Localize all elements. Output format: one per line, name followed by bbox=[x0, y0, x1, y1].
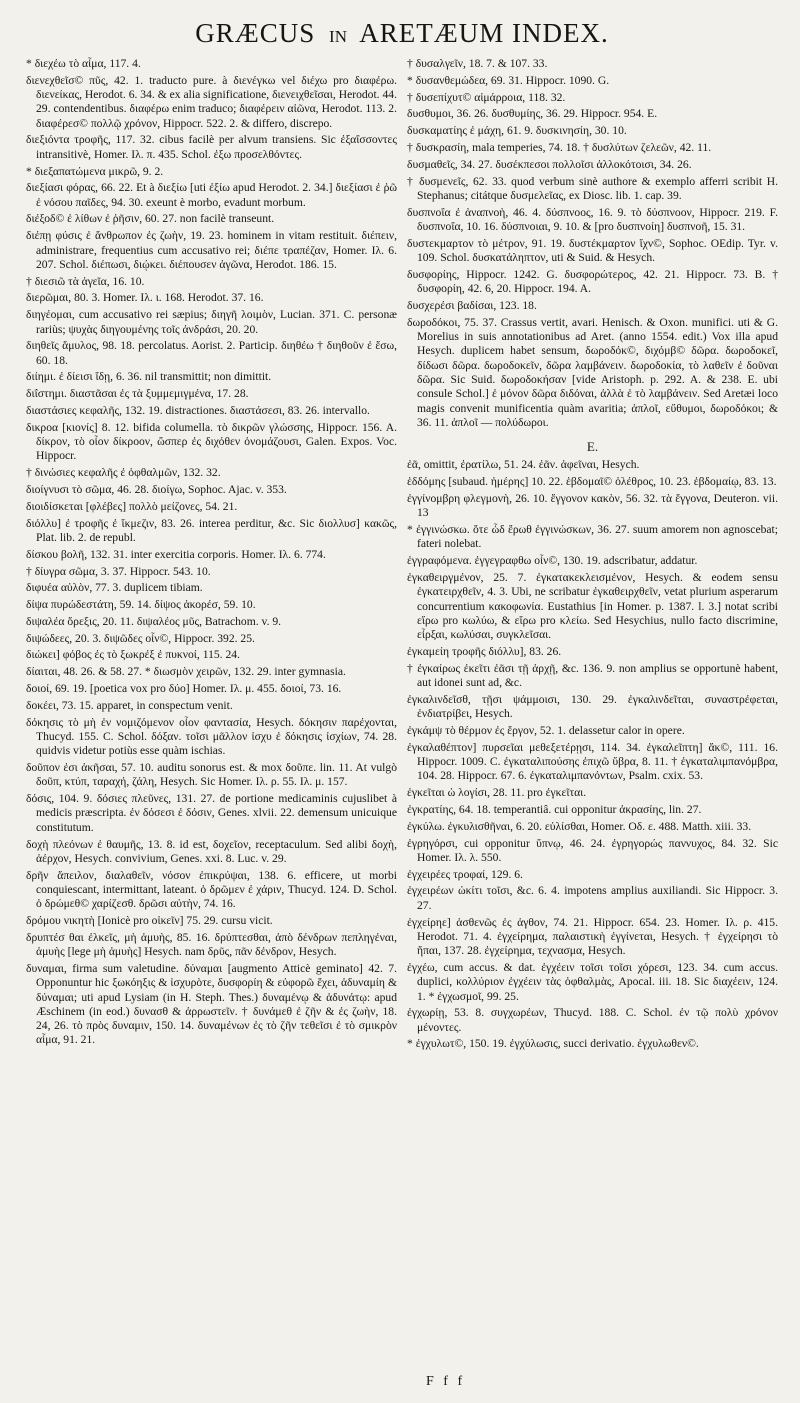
index-entry: δίσκου βολῆ, 132. 31. inter exercitia corporis. Homer. Ιλ. 6. 774. bbox=[26, 547, 326, 561]
index-entry: δίαιται, 48. 26. & 58. 27. * διωσμὸν χειρῶν, 132. 29. inter gymnasia. bbox=[26, 665, 346, 679]
index-entry: διίημι. ἐ δίεισι ἴδῃ, 6. 36. nil transmittit; non dimittit. bbox=[26, 370, 272, 384]
index-entry: δυστεκμαρτον τὸ μέτρον, 91. 19. δυστέκμαρτον ἴχν©, Sophoc. OEdip. Tyr. v. 109. Schol. δυσκατάληπτον, uti & Suid. & Hesych. bbox=[407, 236, 778, 265]
index-entry: * ἐγγινώσκω. ὅτε ὧδ ἔρωθ ἐγγινώσκων, 36. 27. suum amorem non agnoscebat; fateri nolebat. bbox=[407, 523, 778, 551]
header-title-mid: IN bbox=[329, 27, 347, 46]
index-entry: † δυσεπίχυτ© αἱμάρροια, 118. 32. bbox=[407, 90, 566, 104]
index-entry: δωροδόκοι, 75. 37. Crassus vertit, avari. Henisch. & Oxon. munifici. uti & G. Morelius in suis annotationibus ad Aret. (anno 1554. edit.) Vox illa apud Hesych. duplicem habet sensum, δωροδόκ©, διχόμβ© δῶρα. δωροδοκεῖ, δίδωσι δῶρα. δωροδοκεῖν, δῶρα λαμβάνειν. δωροδοκία, τὸ λαθεῖν ἐ δοῦναι δῶρα. Sic Suid. δωροδοκήσαν [vide Aristoph. p. 292. A. & 238. E. ubi consule Schol.] ἐ μόνον δῶρα διδόναι, ἀλλὰ ἐ τὸ λαμβάνειν. Sed Aretæi loco magis convenit munificentia quàm avaritia; ἁπλοῖ, εὔθυμοι, δωροδόκοι; & 36. 11. ἁπλοῖ — πολύδωροι. bbox=[407, 315, 778, 429]
index-entry: δυναμαι, firma sum valetudine. δύναμαι [augmento Atticè geminato] 42. 7. Opponuntur hic ξωκόηξις & ἰσχυρὸτε, δυσφορίη & εὐφορῶ ἔχει, ἀδυναμίη & δύναμαι; uti apud Lysiam (in H. Steph. Thes.) δυναμένῳ & ἀδυνάτῳ: apud Æschinem (in eod.) δυνασθ & ἀρρωστεῖν. † δυνάμεθ ἐ ζῆν & ἐς ζωὴν, 18. 24, 26. τὸ πρὸς δυναμιν, 150. 14. δυναμένων ἐς τὸ ζῆν τεθεῖσι ἐ τὸ σμικρὸν αἷμα, 91. 21. bbox=[26, 961, 397, 1047]
index-entry: διαστάσιες κεφαλῆς, 132. 19. distractiones. διαστάσεσι, 83. 26. intervallo. bbox=[26, 404, 370, 418]
index-entry: δοχὴ πλεόνων ἐ θαυμῆς, 13. 8. id est, δοχεῖον, receptaculum. Sed alibi δοχὴ, ἀέρχον, Hesych. convivium, Genes. xxi. 8. Luc. v. 29. bbox=[26, 837, 397, 865]
index-entry: δοιοί, 69. 19. [poetica vox pro δύο] Homer. Ιλ. μ. 455. δοιοί, 73. 16. bbox=[26, 682, 342, 696]
right-column-d-entries bbox=[407, 57, 778, 430]
index-entry: δρόμου νικητὴ [Ionicè pro οἰκεῖν] 75. 29. cursu vicit. bbox=[26, 914, 273, 928]
index-entry: δυσφορίης, Hippocr. 1242. G. δυσφορώτερος, 42. 21. Hippocr. 73. B. † δυσφορίη, 42. 6, 20. Hippocr. 194. A. bbox=[407, 267, 778, 296]
index-entry: ἐγκαλινδεῖσθ, τῇσι ψάμμοισι, 130. 29. ἐγκαλινδεῖται, συναστρέφεται, ἐνδιατρίβει, Hesych. bbox=[407, 692, 778, 721]
page-header bbox=[26, 18, 778, 49]
index-entry: διοίγνυσι τὸ σῶμα, 46. 28. διοίγω, Sophoc. Ajac. v. 353. bbox=[26, 483, 287, 497]
index-entry: ἐγχέω, cum accus. & dat. ἐγχέειν τοῖσι τοῖσι χόρεσι, 123. 34. cum accus. duplici, κολλύριον ἐγχέειν τὰς ὀφθαλμὰς, Apocal. iii. 18. Sic διαχέειν, 124. 1. * ἐγχωσμοῖ, 99. 25. bbox=[407, 960, 778, 1003]
index-entry: † δινώσιες κεφαλῆς ἐ ὀφθαλμῶν, 132. 32. bbox=[26, 466, 221, 480]
index-entry: ἐγχειρέες τροφαί, 129. 6. bbox=[407, 867, 523, 881]
index-entry: ἐγκρατίης, 64. 18. temperantiâ. cui opponitur ἀκρασίης, lin. 27. bbox=[407, 802, 702, 816]
index-entry: διηγέομαι, cum accusativo rei sæpius; διηγῆ λοιμὸν, Lucian. 371. C. personæ rariùs; ψυχὰς διηγουμένης τοῖς ἀνδράσι, 20. 20. bbox=[26, 308, 397, 336]
index-entry: δικροα [κιονίς] 8. 12. bifida columella. τὸ δικρῶν γλώσσης, Hippocr. 156. A. δίκρον, τὸ οἷον δίκροον, ὥσπερ ἐς διχόθεν ὀνομάζουσι, Galen. Expos. Voc. Hippocr. bbox=[26, 420, 397, 463]
index-entry: * ἐγχυλωτ©, 150. 19. ἐγχύλωσις, succi derivatio. ἐγχυλωθεν©. bbox=[407, 1037, 699, 1051]
left-column bbox=[26, 57, 397, 1054]
index-entry: † δυσαλγεῖν, 18. 7. & 107. 33. bbox=[407, 57, 548, 70]
index-entry: * δυσανθεμώδεα, 69. 31. Hippocr. 1090. G. bbox=[407, 73, 610, 87]
index-entry: ἐγγίνομβρη φλεγμονὴ, 26. 10. ἔγγονον κακὸν, 56. 32. τὰ ἔγγονα, Deuteron. vii. 13 bbox=[407, 492, 778, 520]
index-entry: διηθεῖς ἄμυλος, 98. 18. percolatus. Aorist. 2. Particip. διηθέω † διηθοῦν ἐ ἔσω, 60. 18. bbox=[26, 339, 397, 367]
right-column-e-entries bbox=[407, 458, 778, 1051]
index-entry: διέπῃ φύσις ἐ ἄνθρωπον ἐς ζωὴν, 19. 23. hominem in vitam restituit. διέπειν, administrare, frequentius cum accusativo rei; διέπε τραπέζαν, Homer. Ιλ. 6. 207. Schol. διέπωσι, διῴκει. διέπουσεν ἀγῶνα, Herodot. 186. 15. bbox=[26, 229, 397, 271]
index-entry: διέξοδ© ἐ λίθων ἐ ῥῆσιν, 60. 27. non facilè transeunt. bbox=[26, 212, 275, 226]
index-entry: ἑδδόμης [subaud. ἡμέρης] 10. 22. ἑβδομαῖ© ὀλέθρος, 10. 23. ἑβδομαίῳ, 83. 13. bbox=[407, 475, 777, 489]
index-entry: ἐγκαμείη τροφῆς διόλλυ], 83. 26. bbox=[407, 644, 562, 658]
index-entry: διοιδίσκεται [φλέβες] πολλὸ μείζονες, 54. 21. bbox=[26, 499, 238, 513]
index-entry: διψώδεες, 20. 3. διψῶδες οἶν©, Hippocr. 392. 25. bbox=[26, 631, 255, 645]
index-entry: ἐᾶ, omittit, ἐρατίλω, 51. 24. ἐᾶν. ἀφεῖναι, Hesych. bbox=[407, 458, 640, 472]
index-entry: † ἐγκαίρως ἐκεῖτι ἐᾶσι τῇ ἀρχῇ, &c. 136. 9. non amplius se opportunè habent, aut idonei sunt ad, &c. bbox=[407, 661, 778, 690]
index-entry: ἐγχειρέων ὠκίτι τοῖσι, &c. 6. 4. impotens amplius auxiliandi. Sic Hippocr. 3. 27. bbox=[407, 884, 778, 912]
right-column bbox=[407, 57, 778, 1054]
section-letter: E. bbox=[586, 439, 599, 455]
index-entry: δυσχερέσι βαδίσαι, 123. 18. bbox=[407, 298, 537, 312]
index-entry: δυσμαθεῖς, 34. 27. δυσέκπεσοι πολλοῖσι ἀλλοκότοισι, 34. 26. bbox=[407, 157, 692, 171]
index-entry: δυσκαματίης ἐ μάχη, 61. 9. δυσκινησίη, 30. 10. bbox=[407, 124, 627, 138]
index-entry: † δυσκρασίη, mala temperies, 74. 18. † δυσλύτων ζελεῶν, 42. 11. bbox=[407, 140, 712, 154]
index-entry: † διεσιῶ τὰ ἀγεῖα, 16. 10. bbox=[26, 274, 145, 288]
index-entry: δόσις, 104. 9. δόσιες πλεῦνες, 131. 27. de portione medicaminis cujuslibet à medicis præscripta. ἐν δόσεσι ἐ δόσιν, Genes. xlvii. 22. demensum unicuique constitutum. bbox=[26, 792, 397, 834]
index-entry: διΐστημι. διαστᾶσαι ἐς τὰ ξυμμεμιγμένα, 17. 28. bbox=[26, 387, 249, 401]
index-entry: δίψα πυρώδεστάτη, 59. 14. δίψος ἀκορέσ, 59. 10. bbox=[26, 598, 256, 612]
index-entry: δρυπτέσ θαι ἐλκεῖς, μὴ ἀμυὴς, 85. 16. δρύπτεσθαι, ἀπὸ δένδρων πεπληγέναι, ἀμυὴς [lege μὴ ἀμυὴς] Hesych. nam δρῦς, πᾶν δένδρον, Hesych. bbox=[26, 930, 397, 959]
index-entry: ἐγκεῖται ὡ λογίσι, 28. 11. pro ἐγκεῖται. bbox=[407, 786, 587, 800]
header-title-right: ARETÆUM INDEX. bbox=[359, 18, 609, 48]
index-entry: διενεχθεῖσ© πῦς, 42. 1. traducto pure. à διενέγκω vel διέχω pro διαφέρω. διενείκας, Herodot. 6. 34. & ex alia significatione, διενειχθεῖσαι, Herodot. 44. 29. contendentibus. διαφέρω enim traduco; διαφέρειν αἰῶνα, Herodot. 113. 2. διαφέρεσ© πολλῷ χρόνον, Hippocr. 522. 2. & differo, discrepo. bbox=[26, 73, 397, 130]
index-entry: † δυσμενεῖς, 62. 33. quod verbum sinè authore & exemplo afferri scribit H. Stephanus; citátque δυσμελεῖας, ex Diosc. lib. 1. cap. 39. bbox=[407, 174, 778, 202]
index-entry: ἐγκάμψ τὸ θέρμον ἐς ἔργον, 52. 1. delassetur calor in opere. bbox=[407, 723, 685, 737]
page-signature: F f f bbox=[426, 1374, 466, 1389]
index-entry: διώκει] φόβος ἐς τὸ ξωκρέξ ἐ πυκνοί, 115. 24. bbox=[26, 648, 240, 662]
index-entry: ἐγχείρηε] ἀσθενῶς ἐς ἀγθον, 74. 21. Hippocr. 654. 23. Homer. Ιλ. ρ. 415. Herodot. 71. 4. ἐγχείρημα, παλαιστικὴ ἐγγίνεται, Hesych. † ἐγχείρησι τὸ ἥπαι, 137. 28. ἐγχείρημα, τεχνασμα, Hesych. bbox=[407, 915, 778, 958]
index-entry: διφυέα αὐλὸν, 77. 3. duplicem tibiam. bbox=[26, 581, 203, 595]
index-entry: ἐγκαθειργμένον, 25. 7. ἐγκατακεκλεισμένον, Hesych. & eodem sensu ἐγκατειρχθεῖν, 4. 3. Ubi, ne scribatur ἐγκαθειρχθεῖν, vetat plurium asperarum concurrentium κακοφωνία. Eustathius [in Homer. p. 1387. l. 3.] notat scribi εἴρω pro κωλύω, & εἴρω pro κλείω. Sed Hesychius, nullo facto discrimine, εἶρξαι, κωλύσαι, συγκλεῖσαι. bbox=[407, 571, 778, 642]
index-entry: διεξίασι φόρας, 66. 22. Et à διεξίω [uti ἐξίω apud Herodot. 2. 34.] διεξίασι ἐ ῥῶ ἐ νόσου παῖδες, 94. 30. exeunt è morbo, evadunt morbum. bbox=[26, 181, 397, 209]
index-columns bbox=[26, 57, 778, 1054]
header-title-left: GRÆCUS bbox=[195, 18, 316, 48]
index-entry: δοκέει, 73. 15. apparet, in conspectum venit. bbox=[26, 698, 233, 712]
index-entry: ἐγγραφόμενα. ἐγγεγραφθω οἶν©, 130. 19. adscribatur, addatur. bbox=[407, 554, 698, 568]
index-entry: διψαλέα ὄρεξις, 20. 11. διψαλέος μῦς, Batrachom. v. 9. bbox=[26, 614, 282, 628]
index-entry: * διεχέω τὸ αἷμα, 117. 4. bbox=[26, 57, 141, 70]
index-entry: δόκησις τὸ μὴ ἐν νομιζόμενον οἷον φαντασία, Hesych. δόκησιν παρέχονται, Thucyd. 155. C. Schol. δόξαν. τοῖσι μᾶλλον ἰσχυ ἐ δόκησις ἰσχίων, 74. 28. quidvis videtur potiùs esse quàm ischias. bbox=[26, 715, 397, 758]
index-entry: * διεξαπατώμενα μικρῶ, 9. 2. bbox=[26, 164, 164, 178]
index-entry: δυσπνοΐα ἐ ἀναπνοὴ, 46. 4. δύσπνοος, 16. 9. τὸ δύσπνοον, Hippocr. 219. F. δυσπνοΐα, 10. 16. δύσπνοιαι, 9. 10. & [pro δυσπνοίη] δυσπνοῆ, 15. 31. bbox=[407, 205, 778, 233]
index-entry: δρῆν ἄπειλον, διαλαθεῖν, νόσον ἐπικρύψαι, 138. 6. efficere, ut morbi conquiescant, intermittant, lateant. ὁ δρῶμεν ἐ χάριν, Thucyd. 124. D. Schol. ὁ δρώμεθ© χαρίζεσθ. δρῶσι αὐτὴν, 74. 16. bbox=[26, 868, 397, 911]
index-entry: διόλλυ] ἐ τροφῆς ἐ ἴκμεζιν, 83. 26. interea perditur, &c. Sic διολλυσ] κακῶς, Plat. lib. 2. de republ. bbox=[26, 516, 397, 544]
index-entry: ἐγχωρίῃ, 53. 8. συγχωρέων, Thucyd. 188. C. Schol. ἐν τῷ πολὺ χρόνον μένοντες. bbox=[407, 1006, 778, 1034]
index-entry: † δίυγρα σῶμα, 3. 37. Hippocr. 543. 10. bbox=[26, 564, 211, 578]
index-entry: ἐγκύλω. ἐγκυλισθῆναι, 6. 20. εὐλίσθαι, Homer. Οδ. ε. 488. Matth. xiii. 33. bbox=[407, 819, 752, 833]
index-entry: δοῦπον ἐσι ἀκῆσαι, 57. 10. auditu sonorus est. & mox δοῦπε. lin. 11. At vulgò δοῦπ, κτύπ, ταραχή, ζάλη, Hesych. Sic Homer. Ιλ. ρ. 55. Ιλ. μ. 157. bbox=[26, 761, 397, 789]
index-entry: δυσθυμοι, 36. 26. δυσθυμίης, 36. 29. Hippocr. 954. E. bbox=[407, 107, 658, 121]
index-entry: διεξιόντα τροφῆς, 117. 32. cibus facilè per alvum transiens. Sic ἐξαΐσσοντες intransitivè, Homer. Ιλ. π. 435. Schol. ἐξω προσελθόντες. bbox=[26, 133, 397, 161]
index-entry: ἐγκαλαθέπτον] πυρσεῖαι μεθεξετέρῃσι, 114. 34. ἐγκαλεῖπτη] ἄκ©, 111. 16. Hippocr. 1009. C. ἐγκαταλιπούσης ἐπιχῶ ὕβρα, 8. 11. † ἐγκαταλιμπανόμβρα, 104. 28. Hippocr. 67. 6. ἐγκαταλιμπανόντων, Psalm. cxix. 53. bbox=[407, 740, 778, 783]
index-entry: διερῶμαι, 80. 3. Homer. Ιλ. ι. 168. Herodot. 37. 16. bbox=[26, 291, 264, 305]
index-entry: ἐγρηγόρσι, cui opponitur ὕπνῳ, 46. 24. ἐγρηγορώς παννυχος, 84. 32. Sic Homer. Ιλ. λ. 550. bbox=[407, 836, 778, 864]
